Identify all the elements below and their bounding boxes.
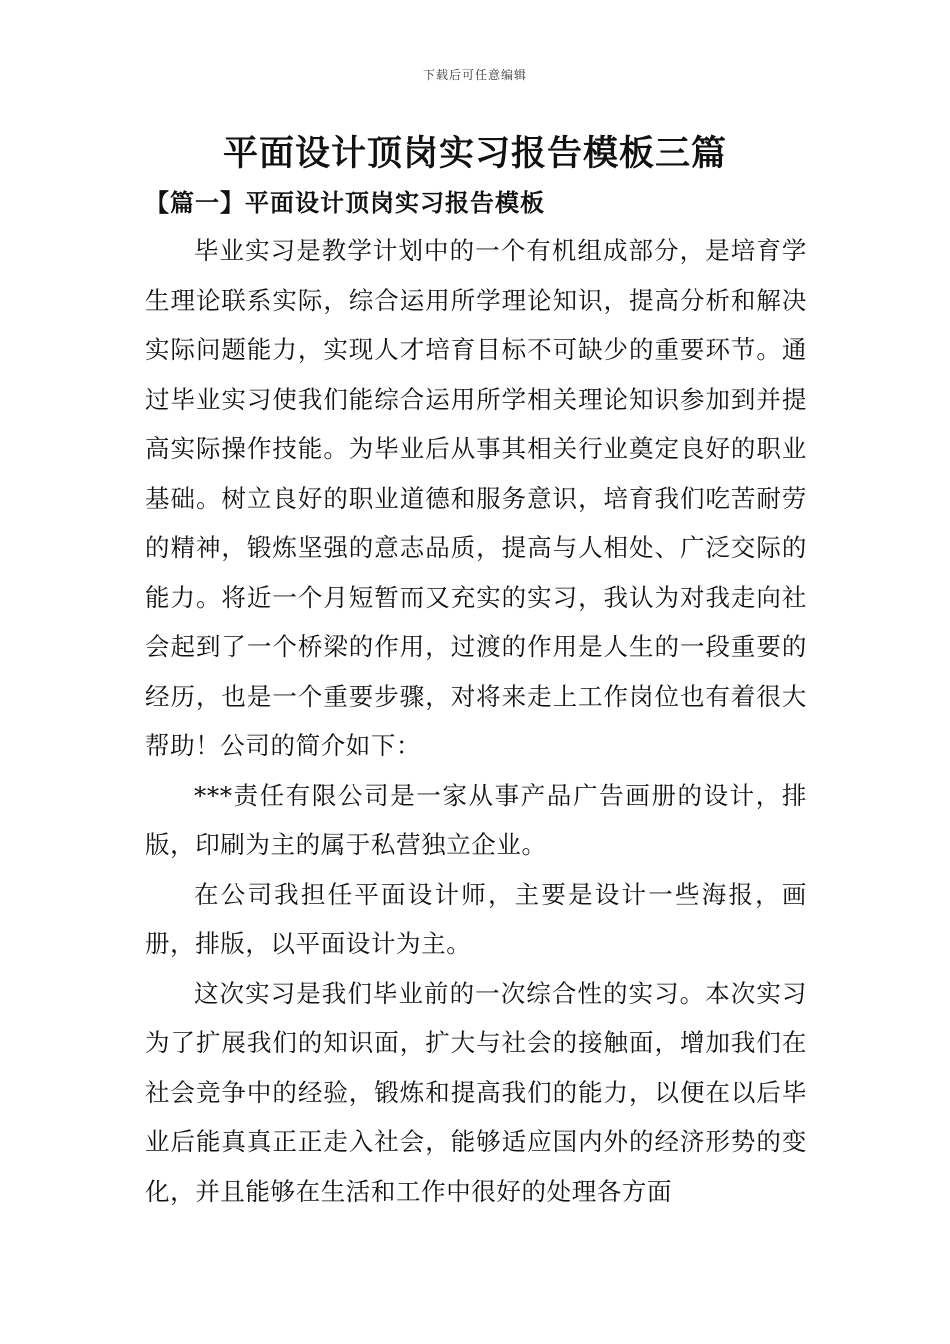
body-text	[145, 226, 807, 1216]
paragraph: ***责任有限公司是一家从事产品广告画册的设计，排版，印刷为主的属于私营独立企业。	[145, 780, 807, 859]
header-note: 下载后可任意编辑	[422, 68, 527, 82]
paragraph: 在公司我担任平面设计师，主要是设计一些海报，画册，排版，以平面设计为主。	[145, 879, 807, 958]
document-title: 平面设计顶岗实习报告模板三篇	[222, 133, 727, 174]
section-heading: 【篇一】平面设计顶岗实习报告模板	[145, 188, 545, 217]
paragraph: 这次实习是我们毕业前的一次综合性的实习。本次实习为了扩展我们的知识面，扩大与社会的接触面，增加我们在社会竞争中的经验，锻炼和提高我们的能力，以便在以后毕业后能真真正正走入社会，能够适应国内外的经济形势的变化，并且能够在生活和工作中很好的处理各方面	[145, 978, 807, 1206]
paragraph: 毕业实习是教学计划中的一个有机组成部分，是培育学生理论联系实际，综合运用所学理论知识，提高分析和解决实际问题能力，实现人才培育目标不可缺少的重要环节。通过毕业实习使我们能综合运用所学相关理论知识参加到并提高实际操作技能。为毕业后从事其相关行业奠定良好的职业基础。树立良好的职业道德和服务意识，培育我们吃苦耐劳的精神，锻炼坚强的意志品质，提高与人相处、广泛交际的能力。将近一个月短暂而又充实的实习，我认为对我走向社会起到了一个桥梁的作用，过渡的作用是人生的一段重要的经历，也是一个重要步骤，对将来走上工作岗位也有着很大帮助！公司的简介如下：	[145, 236, 807, 760]
